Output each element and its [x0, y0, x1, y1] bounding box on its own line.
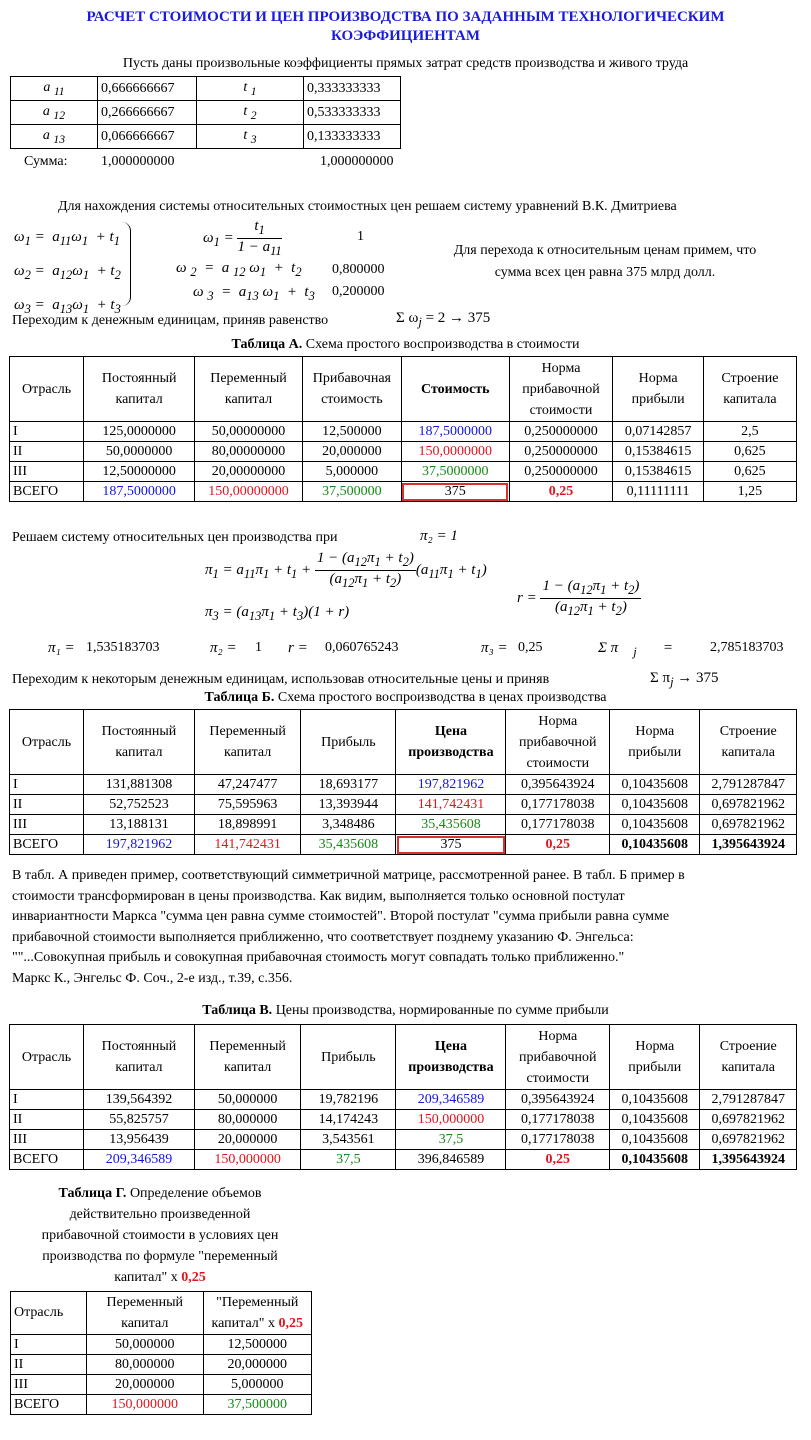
- table-row: [10, 815, 797, 835]
- tableV-caption: Таблица В. Цены производства, нормированные по сумме прибыли: [202, 1003, 609, 1018]
- table-cell: 0,07142857: [613, 422, 703, 442]
- sum-pi-label: Σ π $_j$ =: [598, 640, 674, 659]
- tableG-caption: Таблица Г. Определение объемов действительно произведенной прибавочной стоимости в условиях цен производства по формуле "переменный капитал" x 0,25: [41, 1186, 279, 1285]
- explanation-paragraph: В табл. А приведен пример, соответствующий симметричной матрице, рассмотренной ранее. В табл. Б пример в стоимости трансформирован в цены производства. Как видим, выполняется только основной постулат инвариантности Маркса "сумма цен равна сумме стоимостей". Второй постулат "сумма прибыли равна сумме прибавочной стоимости выполняется приближенно, что соответствует позднему указанию Ф. Энгельса: ""...Совокупная прибыль и совокупная прибавочная стоимость могут совпадать только приближенно." Маркс К., Энгельс Ф. Соч., 2-е изд., т.39, с.356.: [12, 868, 685, 986]
- r-value: 0,060765243: [325, 640, 399, 655]
- table-cell: II: [10, 442, 84, 462]
- table-cell: 1,25: [703, 482, 796, 502]
- table-cell: I: [10, 422, 84, 442]
- column-header: Цена производства: [396, 710, 506, 775]
- table-cell: 37,500000: [203, 1395, 311, 1415]
- coef-a-label: a $_{12}$: [11, 101, 98, 125]
- table-cell: 0,15384615: [613, 462, 703, 482]
- coef-a-value: 0,066666667: [98, 125, 197, 149]
- table-cell: 80,00000000: [195, 442, 303, 462]
- table-cell: 141,742431: [396, 795, 506, 815]
- table-cell: 12,500000: [203, 1335, 311, 1355]
- header-row: [10, 710, 797, 775]
- table-cell: 131,881308: [84, 775, 195, 795]
- money-text: Переходим к денежным единицам, приняв равенство: [12, 313, 329, 328]
- table-row: [10, 795, 797, 815]
- coef-row: [11, 101, 401, 125]
- dmitriev-text: Для нахождения системы относительных стоимостных цен решаем систему уравнений В.К. Дмитриева: [58, 199, 677, 214]
- column-header: Норма прибыли: [613, 357, 703, 422]
- table-cell: 375: [401, 482, 509, 502]
- tableB-caption: Таблица Б. Схема простого воспроизводства в ценах производства: [204, 690, 607, 705]
- omega1-formula: $\omega_1$ = $\frac{t_1}{1 - a_{11}}$: [203, 218, 282, 258]
- coef-t-label: t $_3$: [197, 125, 304, 149]
- solve-text: Решаем систему относительных цен производства при: [12, 530, 338, 545]
- table-cell: 2,791287847: [700, 1090, 797, 1110]
- column-header: Строение капитала: [700, 710, 797, 775]
- coefficient-table: [10, 76, 401, 149]
- coef-t-label: t $_1$: [197, 77, 304, 101]
- table-cell: 80,000000: [194, 1110, 301, 1130]
- table-cell: 197,821962: [84, 835, 195, 855]
- pi2-label: π₂ =: [210, 640, 237, 656]
- table-cell: 50,000000: [194, 1090, 301, 1110]
- column-header: Норма прибыли: [610, 1025, 700, 1090]
- tableA: [9, 356, 797, 502]
- column-header: Переменный капитал: [195, 357, 303, 422]
- omega1-value: 1: [357, 229, 364, 244]
- column-header: Строение капитала: [703, 357, 796, 422]
- table-cell: 0,697821962: [700, 1110, 797, 1130]
- table-cell: 20,000000: [194, 1130, 301, 1150]
- table-cell: 18,693177: [301, 775, 396, 795]
- table-cell: II: [10, 795, 84, 815]
- column-header: Норма прибавочной стоимости: [506, 710, 610, 775]
- pi1-formula: $\pi_1 = a_{11}\pi_1 + t_1$ + $\frac{1 - (a_{12}\pi_1 + t_2)}{(a_{12}\pi_1 + t_2)}$ $(a_{11}\pi_1 + t_1)$: [205, 550, 487, 590]
- header-row: [10, 357, 797, 422]
- table-cell: 0,395643924: [506, 1090, 610, 1110]
- table-cell: I: [11, 1335, 87, 1355]
- column-header: Переменный капитал: [194, 710, 301, 775]
- table-cell: 13,393944: [301, 795, 396, 815]
- table-cell: 0,10435608: [610, 815, 700, 835]
- table-cell: 0,10435608: [610, 1110, 700, 1130]
- coef-t-value: 0,133333333: [304, 125, 401, 149]
- table-cell: 0,15384615: [613, 442, 703, 462]
- table-cell: 0,10435608: [610, 775, 700, 795]
- table-cell: ВСЕГО: [10, 835, 84, 855]
- table-cell: 55,825757: [84, 1110, 195, 1130]
- table-cell: 150,000000: [87, 1395, 204, 1415]
- pi3-formula: $\pi_3 = (a_{13}\pi_1 + t_3)(1 + r)$: [205, 604, 350, 623]
- column-header: Отрасль: [10, 1025, 84, 1090]
- table-row: [11, 1335, 312, 1355]
- column-header: Отрасль: [10, 710, 84, 775]
- table-cell: 141,742431: [194, 835, 301, 855]
- column-header: Отрасль: [11, 1292, 87, 1335]
- coef-t-label: t $_2$: [197, 101, 304, 125]
- table-cell: 3,543561: [301, 1130, 396, 1150]
- table-cell: 0,25: [509, 482, 613, 502]
- table-cell: 139,564392: [84, 1090, 195, 1110]
- coef-t-value: 0,533333333: [304, 101, 401, 125]
- total-row: [10, 835, 797, 855]
- header-row: [11, 1292, 312, 1335]
- table-cell: 0,177178038: [506, 795, 610, 815]
- table-cell: 0,250000000: [509, 462, 613, 482]
- table-cell: 80,000000: [87, 1355, 204, 1375]
- table-cell: ВСЕГО: [10, 482, 84, 502]
- table-cell: 2,5: [703, 422, 796, 442]
- total-row: [10, 482, 797, 502]
- header-row: [10, 1025, 797, 1090]
- table-cell: 0,250000000: [509, 442, 613, 462]
- table-cell: 0,177178038: [506, 815, 610, 835]
- table-cell: 37,5000000: [401, 462, 509, 482]
- pi1-value: 1,535183703: [86, 640, 160, 655]
- table-row: [10, 1130, 797, 1150]
- table-cell: III: [10, 1130, 84, 1150]
- table-cell: 14,174243: [301, 1110, 396, 1130]
- pi3-label: π₃ =: [481, 640, 508, 656]
- column-header: Постоянный капитал: [84, 357, 195, 422]
- money-equation: Σ $\omega_j = 2 \to 375$: [396, 310, 491, 329]
- table-cell: 0,625: [703, 442, 796, 462]
- table-cell: 125,0000000: [84, 422, 195, 442]
- omega2-formula: ω $_2$ = a $_{12}$ $\omega_1 + t_2$: [176, 260, 302, 279]
- table-cell: 12,50000000: [84, 462, 195, 482]
- column-header: Постоянный капитал: [84, 710, 195, 775]
- tableG: [10, 1291, 312, 1415]
- column-header: Прибыль: [301, 710, 396, 775]
- table-cell: 0,177178038: [506, 1130, 610, 1150]
- table-cell: III: [11, 1375, 87, 1395]
- table-cell: 0,177178038: [506, 1110, 610, 1130]
- table-cell: 50,000000: [87, 1335, 204, 1355]
- table-cell: III: [10, 462, 84, 482]
- table-cell: 0,10435608: [610, 835, 700, 855]
- table-cell: 0,25: [506, 1150, 610, 1170]
- table-cell: 52,752523: [84, 795, 195, 815]
- table-cell: 5,000000: [302, 462, 401, 482]
- table-cell: 0,625: [703, 462, 796, 482]
- total-row: [10, 1150, 797, 1170]
- table-cell: 12,500000: [302, 422, 401, 442]
- table-cell: 13,188131: [84, 815, 195, 835]
- table-cell: 2,791287847: [700, 775, 797, 795]
- note: Для перехода к относительным ценам примем, что сумма всех цен равна 375 млрд долл.: [453, 243, 757, 280]
- column-header: Переменный капитал: [87, 1292, 204, 1335]
- table-row: [11, 1375, 312, 1395]
- coef-a-value: 0,666666667: [98, 77, 197, 101]
- table-cell: 37,5: [396, 1130, 506, 1150]
- table-cell: ВСЕГО: [11, 1395, 87, 1415]
- table-cell: 35,435608: [396, 815, 506, 835]
- column-header: "Переменный капитал" x 0,25: [203, 1292, 311, 1335]
- table-cell: 150,00000000: [195, 482, 303, 502]
- table-row: [10, 1110, 797, 1130]
- tableB: [9, 709, 797, 855]
- table-cell: 50,00000000: [195, 422, 303, 442]
- table-cell: 0,10435608: [610, 1150, 700, 1170]
- table-row: [11, 1395, 312, 1415]
- table-cell: 396,846589: [396, 1150, 506, 1170]
- column-header: Отрасль: [10, 357, 84, 422]
- coef-row: [11, 125, 401, 149]
- table-cell: 20,000000: [87, 1375, 204, 1395]
- dmitriev-system: $\omega_1 = a_{11}\omega_1 + t_1$ $\omega_2 = a_{12}\omega_1 + t_2$ $\omega_3 = a_{13}\omega_1 + t_3$: [14, 229, 121, 316]
- intro-text: Пусть даны произвольные коэффициенты прямых затрат средств производства и живого труда: [122, 56, 689, 71]
- page-title: РАСЧЕТ СТОИМОСТИ И ЦЕН ПРОИЗВОДСТВА ПО ЗАДАННЫМ ТЕХНОЛОГИЧЕСКИМ КОЭФФИЦИЕНТАМ: [86, 9, 725, 44]
- column-header: Постоянный капитал: [84, 1025, 195, 1090]
- table-cell: 150,000000: [194, 1150, 301, 1170]
- table-cell: 1,395643924: [700, 1150, 797, 1170]
- pi3-value: 0,25: [518, 640, 543, 655]
- table-cell: I: [10, 1090, 84, 1110]
- table-cell: 0,250000000: [509, 422, 613, 442]
- table-cell: III: [10, 815, 84, 835]
- table-cell: 187,5000000: [84, 482, 195, 502]
- table-row: [10, 462, 797, 482]
- table-cell: 47,247477: [194, 775, 301, 795]
- table-cell: I: [10, 775, 84, 795]
- pi2-condition: π₂ = 1: [420, 528, 458, 544]
- pi2-value: 1: [255, 640, 262, 655]
- table-cell: 20,000000: [302, 442, 401, 462]
- table-cell: 35,435608: [301, 835, 396, 855]
- table-cell: 150,000000: [396, 1110, 506, 1130]
- column-header: Прибавочная стоимость: [302, 357, 401, 422]
- table-cell: 0,25: [506, 835, 610, 855]
- table-cell: 187,5000000: [401, 422, 509, 442]
- sum-pi-value: 2,785183703: [710, 640, 784, 655]
- system-brace: [122, 222, 131, 306]
- table-row: [10, 422, 797, 442]
- omega3-formula: ω $_3 = a_{13}$ $\omega_1 + t_3$: [193, 284, 315, 303]
- column-header: Цена производства: [396, 1025, 506, 1090]
- column-header: Норма прибыли: [610, 710, 700, 775]
- coef-sum-a: 1,000000000: [101, 154, 175, 169]
- column-header: Переменный капитал: [194, 1025, 301, 1090]
- coef-t-value: 0,333333333: [304, 77, 401, 101]
- column-header: Норма прибавочной стоимости: [506, 1025, 610, 1090]
- table-cell: 37,5: [301, 1150, 396, 1170]
- column-header: Строение капитала: [700, 1025, 797, 1090]
- table-cell: 1,395643924: [700, 835, 797, 855]
- table-cell: 20,00000000: [195, 462, 303, 482]
- table-cell: 375: [396, 835, 506, 855]
- table-cell: 75,595963: [194, 795, 301, 815]
- table-cell: 0,697821962: [700, 795, 797, 815]
- table-cell: 209,346589: [396, 1090, 506, 1110]
- coef-a-value: 0,266666667: [98, 101, 197, 125]
- table-cell: 0,10435608: [610, 1130, 700, 1150]
- coef-a-label: a $_{13}$: [11, 125, 98, 149]
- table-cell: 0,395643924: [506, 775, 610, 795]
- coef-sum-label: Сумма:: [24, 154, 68, 169]
- table-cell: 197,821962: [396, 775, 506, 795]
- money2-text: Переходим к некоторым денежным единицам, использовав относительные цены и приняв: [12, 672, 550, 687]
- column-header: Норма прибавочной стоимости: [509, 357, 613, 422]
- table-cell: 5,000000: [203, 1375, 311, 1395]
- column-header: Стоимость: [401, 357, 509, 422]
- coef-row: [11, 77, 401, 101]
- r-formula: r = $\frac{1 - (a_{12}\pi_1 + t_2)}{(a_{12}\pi_1 + t_2)}$: [517, 578, 640, 618]
- tableV: [9, 1024, 797, 1170]
- coef-sum-t: 1,000000000: [320, 154, 394, 169]
- table-cell: 50,0000000: [84, 442, 195, 462]
- pi1-label: π₁ =: [48, 640, 75, 656]
- table-row: [11, 1355, 312, 1375]
- table-cell: II: [10, 1110, 84, 1130]
- table-cell: 13,956439: [84, 1130, 195, 1150]
- table-cell: 19,782196: [301, 1090, 396, 1110]
- table-cell: 18,898991: [194, 815, 301, 835]
- table-row: [10, 775, 797, 795]
- table-cell: 0,10435608: [610, 1090, 700, 1110]
- table-cell: II: [11, 1355, 87, 1375]
- table-row: [10, 1090, 797, 1110]
- money2-equation: Σ $\pi_j \to 375$: [650, 670, 719, 689]
- omega2-value: 0,800000: [332, 262, 385, 277]
- omega3-value: 0,200000: [332, 284, 385, 299]
- coef-a-label: a $_{11}$: [11, 77, 98, 101]
- table-cell: 0,697821962: [700, 815, 797, 835]
- table-cell: 37,500000: [302, 482, 401, 502]
- table-cell: ВСЕГО: [10, 1150, 84, 1170]
- column-header: Прибыль: [301, 1025, 396, 1090]
- table-cell: 209,346589: [84, 1150, 195, 1170]
- table-cell: 150,0000000: [401, 442, 509, 462]
- table-cell: 20,000000: [203, 1355, 311, 1375]
- table-cell: 0,697821962: [700, 1130, 797, 1150]
- table-cell: 3,348486: [301, 815, 396, 835]
- tableA-caption: Таблица А. Схема простого воспроизводства в стоимости: [231, 337, 580, 352]
- table-cell: 0,10435608: [610, 795, 700, 815]
- r-label: r =: [288, 640, 308, 656]
- table-cell: 0,11111111: [613, 482, 703, 502]
- table-row: [10, 442, 797, 462]
